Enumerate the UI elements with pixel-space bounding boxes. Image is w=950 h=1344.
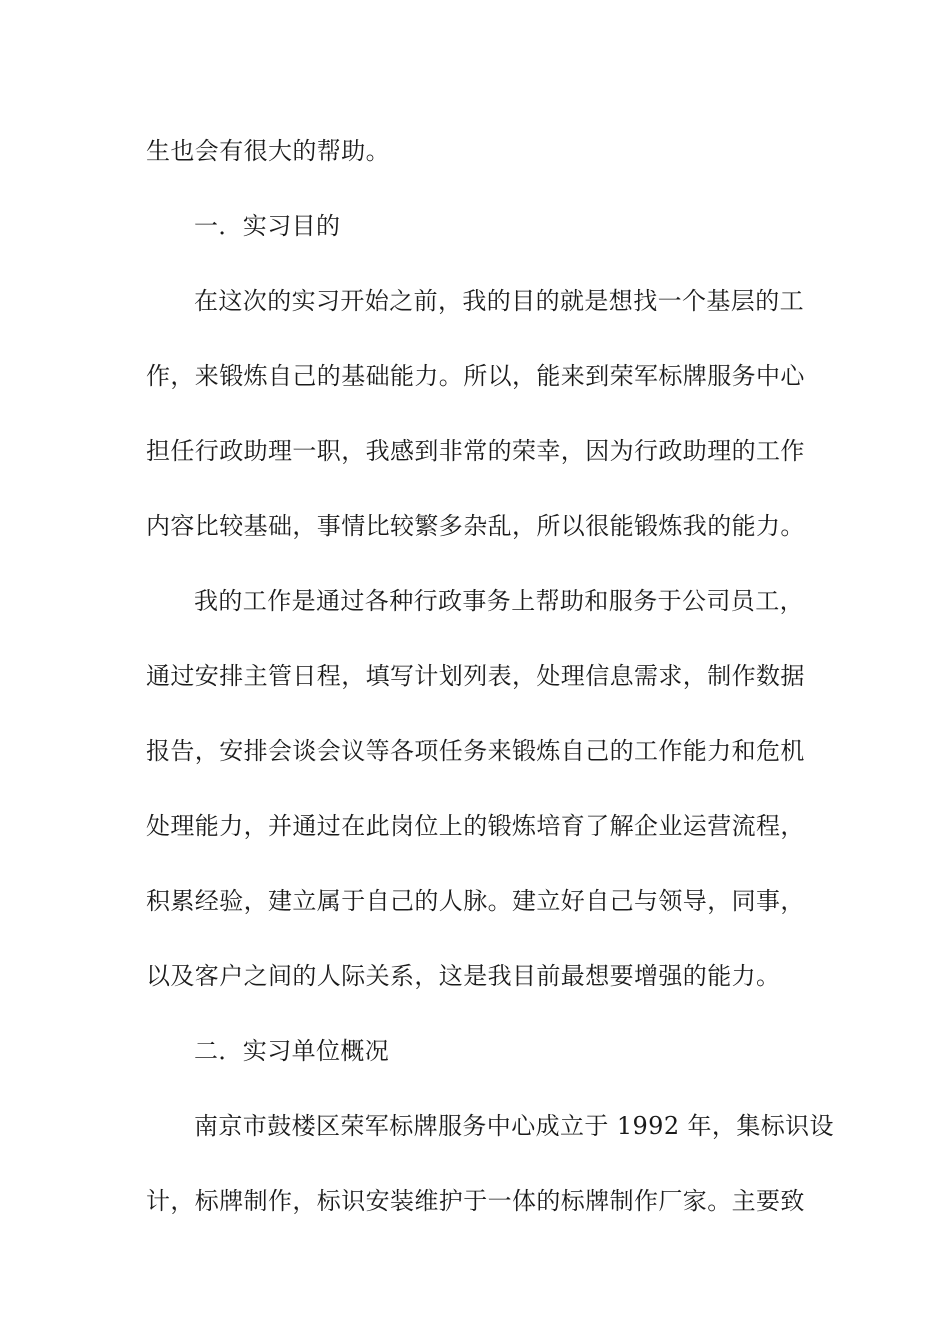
- section-heading: 一．实习目的: [194, 212, 341, 240]
- text-line: 作，来锻炼自己的基础能力。所以，能来到荣军标牌服务中心: [146, 362, 805, 390]
- text-line: 我的工作是通过各种行政事务上帮助和服务于公司员工，: [194, 587, 804, 615]
- text-line: 积累经验，建立属于自己的人脉。建立好自己与领导，同事，: [146, 887, 805, 915]
- text-line: 生也会有很大的帮助。: [146, 137, 390, 165]
- text-line: 南京市鼓楼区荣军标牌服务中心成立于 1992 年，集标识设: [194, 1112, 834, 1140]
- section-heading: 二．实习单位概况: [194, 1037, 390, 1065]
- text-line: 以及客户之间的人际关系，这是我目前最想要增强的能力。: [146, 962, 781, 990]
- text-line: 担任行政助理一职，我感到非常的荣幸，因为行政助理的工作: [146, 437, 805, 465]
- text-line: 报告，安排会谈会议等各项任务来锻炼自己的工作能力和危机: [146, 737, 805, 765]
- text-line: 处理能力，并通过在此岗位上的锻炼培育了解企业运营流程，: [146, 812, 805, 840]
- text-line: 通过安排主管日程，填写计划列表，处理信息需求，制作数据: [146, 662, 805, 690]
- text-line: 在这次的实习开始之前，我的目的就是想找一个基层的工: [194, 287, 804, 315]
- text-line: 计，标牌制作，标识安装维护于一体的标牌制作厂家。主要致: [146, 1187, 805, 1215]
- text-line: 内容比较基础，事情比较繁多杂乱，所以很能锻炼我的能力。: [146, 512, 805, 540]
